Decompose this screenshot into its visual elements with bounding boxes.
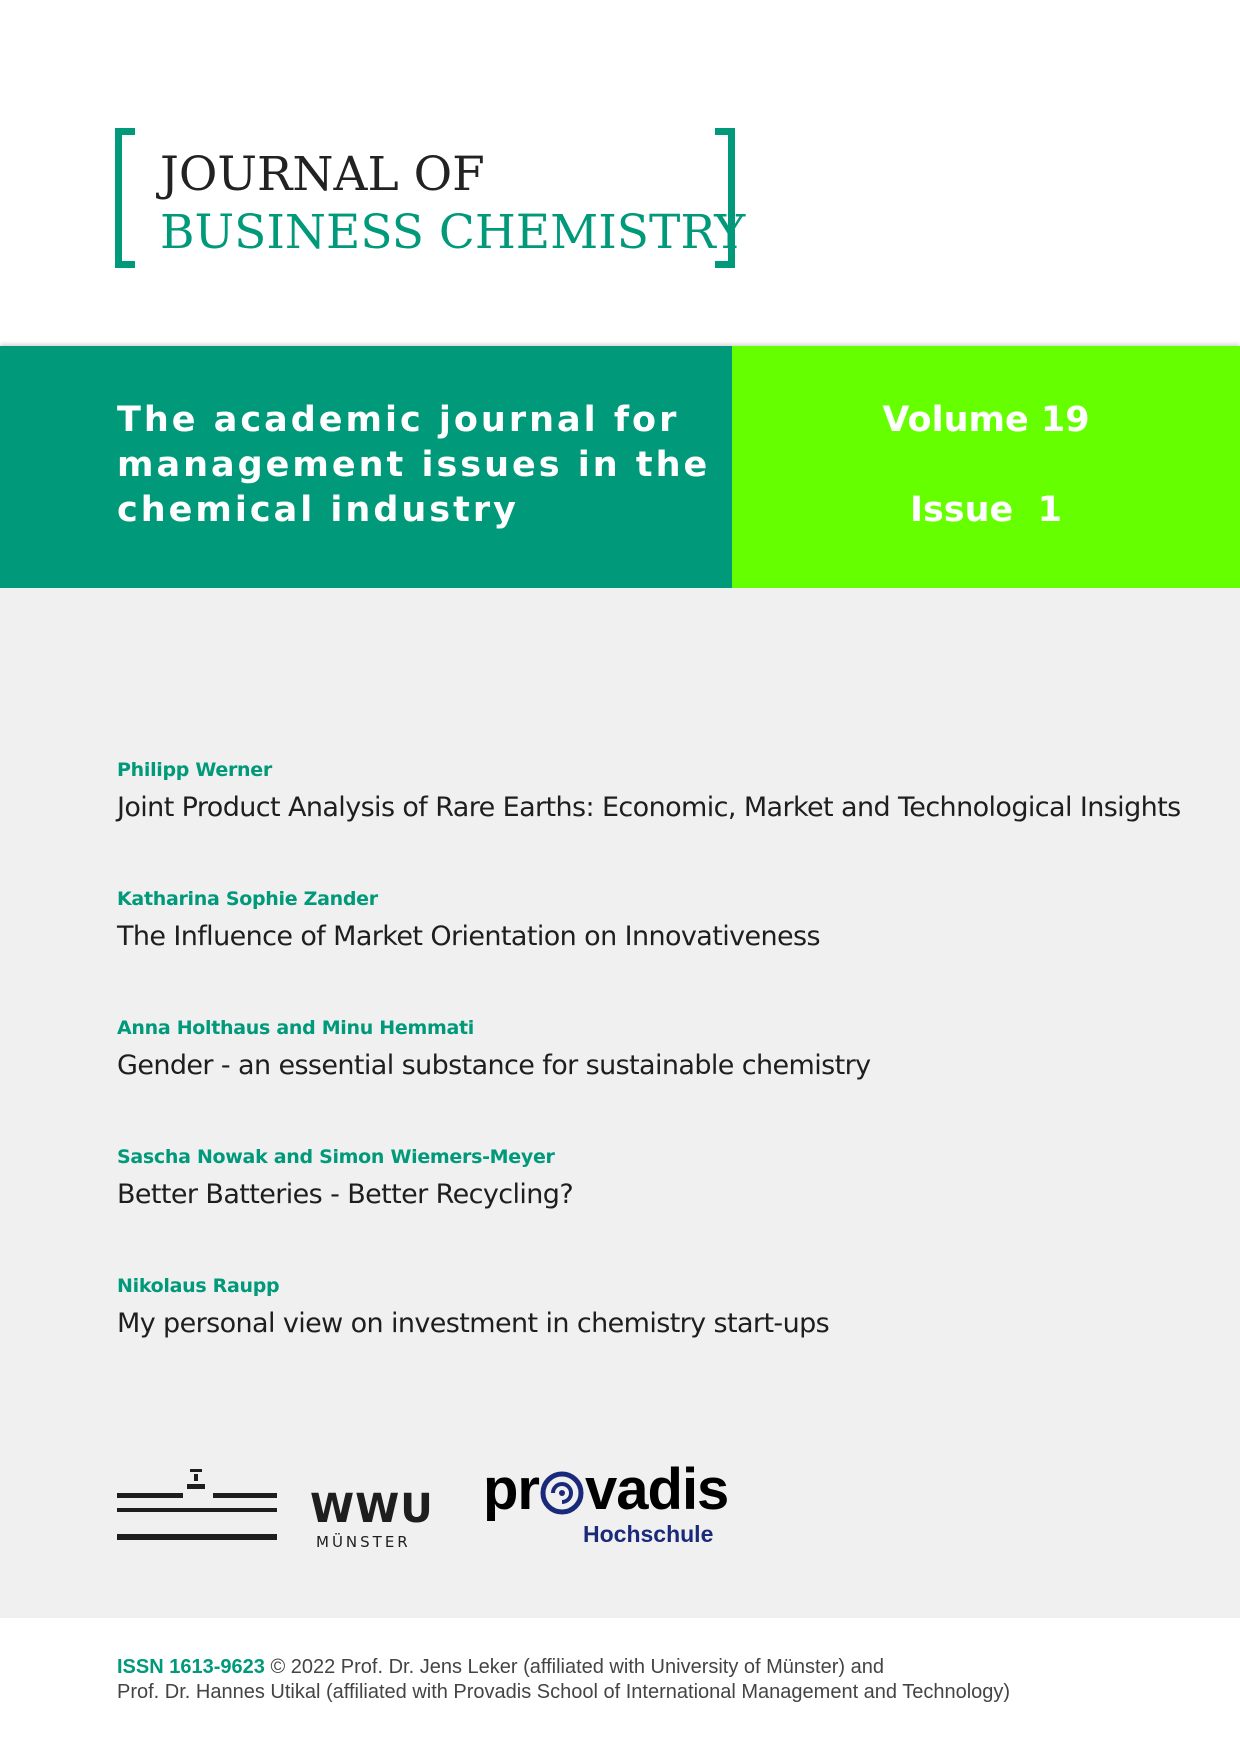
article-author: Nikolaus Raupp [117,1275,280,1297]
article-title: Gender - an essential substance for sustainable chemistry [117,1050,871,1081]
article-author: Katharina Sophie Zander [117,888,378,910]
provadis-wordmark-end: vadis [585,1457,729,1522]
article-author: Anna Holthaus and Minu Hemmati [117,1017,474,1039]
tagline-line: management issues in the [117,445,711,485]
footer-line1 [117,1655,1217,1680]
banner [0,346,1240,588]
article-list [117,758,1181,1403]
right-bracket [715,128,735,268]
article-entry[interactable] [117,1145,1167,1274]
article-entry[interactable] [117,1016,1167,1145]
article-title: Joint Product Analysis of Rare Earths: Economic, Market and Technological Insights [117,792,1181,823]
contents-area [0,588,1240,1618]
tagline-line: The academic journal for [117,400,680,440]
provadis-wordmark [483,1458,728,1522]
article-title: My personal view on investment in chemistry start-ups [117,1308,830,1339]
article-entry[interactable] [117,887,1167,1016]
provadis-wordmark-start: pr [483,1457,539,1522]
article-entry[interactable] [117,758,1181,887]
article-title: The Influence of Market Orientation on Innovativeness [117,921,820,952]
footer-line2: Prof. Dr. Hannes Utikal (affiliated with Provadis School of International Management and Technology) [117,1681,1011,1703]
provadis-swirl-icon [540,1471,584,1515]
journal-title [160,146,745,262]
volume-issue [732,398,1240,533]
article-author: Philipp Werner [117,759,272,781]
banner-tagline-panel [0,346,732,588]
copyright-footer [117,1655,1217,1705]
article-title: Better Batteries - Better Recycling? [117,1179,574,1210]
issue-label: Issue 1 [909,490,1063,530]
copyright-text: © 2022 Prof. Dr. Jens Leker (affiliated with University of Münster) and [264,1656,884,1678]
journal-title-line2: BUSINESS CHEMISTRY [160,205,746,260]
tagline-line: chemical industry [117,490,519,530]
journal-masthead [115,128,746,270]
left-bracket [115,128,135,268]
issn-number: ISSN 1613-9623 [117,1656,265,1678]
banner-issue-panel [732,346,1240,588]
wwu-wordmark: WWU [310,1486,434,1532]
wwu-building-icon [117,1458,307,1558]
wwu-city: MÜNSTER [316,1533,411,1551]
article-author: Sascha Nowak and Simon Wiemers-Meyer [117,1146,555,1168]
article-entry[interactable] [117,1274,1167,1403]
provadis-logo [483,1458,743,1558]
journal-title-line1: JOURNAL OF [160,147,485,202]
volume-label: Volume 19 [882,400,1090,440]
provadis-subtitle: Hochschule [583,1521,714,1547]
wwu-logo [117,1458,434,1558]
partner-logos [117,1458,1117,1568]
tagline [117,398,717,533]
